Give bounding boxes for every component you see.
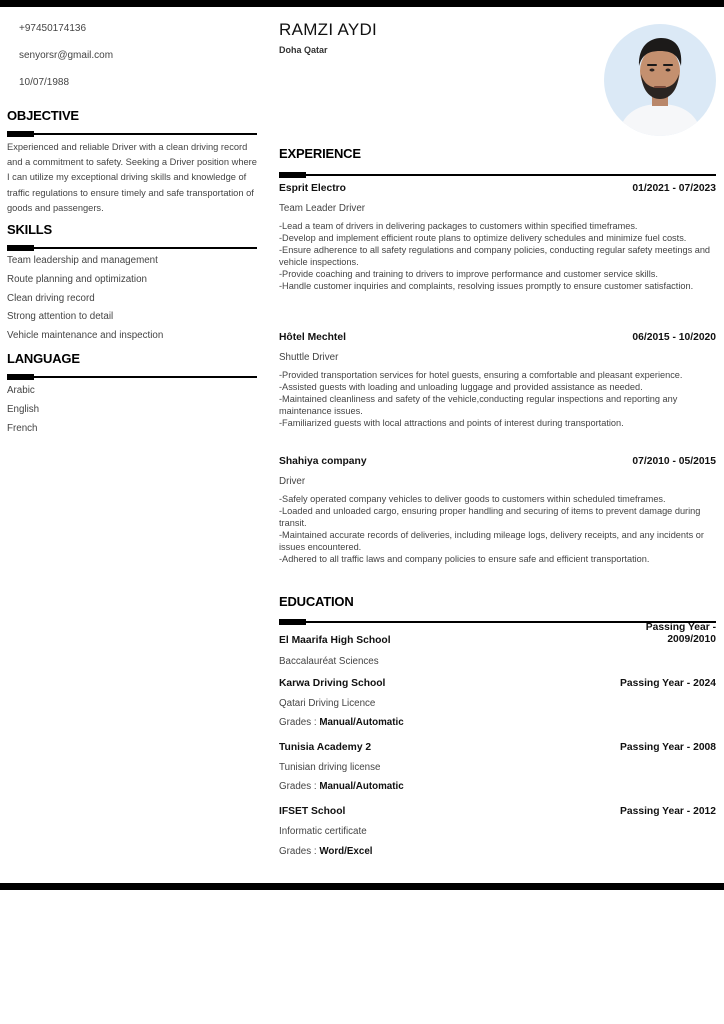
email-address: senyorsr@gmail.com	[19, 50, 114, 61]
skill-item: Vehicle maintenance and inspection	[7, 330, 164, 342]
duty-item: -Handle customer inquiries and complaints, resolving issues promptly to ensure customer satisfaction.	[279, 280, 694, 291]
objective-section	[7, 108, 257, 216]
school-name: Tunisia Academy 2	[279, 742, 372, 753]
passing-year: Passing Year - 2024	[620, 678, 716, 689]
grades-line	[279, 781, 716, 792]
skill-item: Clean driving record	[7, 292, 95, 304]
passing-year: Passing Year - 2012	[620, 806, 716, 817]
job-duties	[279, 494, 716, 565]
skill-item: Strong attention to detail	[7, 311, 114, 323]
skill-item: Route planning and optimization	[7, 273, 147, 285]
duty-item: -Maintained accurate records of deliveries, including mileage logs, delivery receipts, and any incidents or issues encountered.	[279, 529, 704, 552]
phone-number: +97450174136	[19, 23, 87, 34]
company-name: Shahiya company	[279, 456, 367, 467]
left-column	[7, 18, 257, 438]
duty-item: -Adhered to all traffic laws and company policies to ensure safe and efficient transportation.	[279, 553, 650, 564]
objective-text: Experienced and reliable Driver with a clean driving record and a commitment to safety. Seeking a Driver position where I can utilize my exceptional driving skills and knowledge of traffic regulations to ensure timely and safe transportation of goods and passengers.	[7, 142, 257, 213]
experience-heading: EXPERIENCE	[279, 146, 361, 161]
language-item: English	[7, 403, 40, 415]
passing-year	[646, 622, 716, 646]
education-entry	[279, 678, 716, 728]
skills-section	[7, 222, 257, 346]
experience-entry	[279, 332, 716, 430]
grades-label: Grades :	[279, 717, 317, 728]
duty-item: -Ensure adherence to all safety regulations and company policies, conducting regular safety meetings and vehicle inspections.	[279, 244, 711, 267]
top-border	[0, 0, 724, 7]
profile-photo	[604, 24, 716, 136]
school-detail: Informatic certificate	[279, 826, 367, 837]
job-duties	[279, 370, 716, 430]
duty-item: -Provided transportation services for hotel guests, ensuring a comfortable and pleasant experience.	[279, 370, 683, 380]
education-section	[279, 594, 716, 625]
duty-item: -Lead a team of drivers in delivering packages to customers within specified timeframes.	[279, 221, 638, 231]
duty-item: -Develop and implement efficient route plans to optimize delivery schedules and minimize fuel costs.	[279, 232, 687, 243]
objective-rule	[7, 131, 257, 137]
passing-year-label: Passing Year -	[645, 622, 716, 633]
person-icon	[604, 24, 716, 136]
school-detail: Tunisian driving license	[279, 762, 381, 773]
school-name: IFSET School	[279, 806, 346, 817]
skill-item: Team leadership and management	[7, 255, 158, 267]
duty-item: -Assisted guests with loading and unloading luggage and provided assistance as needed.	[279, 381, 643, 392]
duty-item: -Maintained cleanliness and safety of the vehicle,conducting regular inspections and reporting any maintenance issues.	[279, 393, 678, 416]
passing-year: Passing Year - 2008	[620, 742, 716, 753]
job-dates: 07/2010 - 05/2015	[632, 456, 716, 467]
grades-line	[279, 846, 716, 857]
job-dates: 06/2015 - 10/2020	[632, 332, 716, 343]
language-section	[7, 351, 257, 438]
school-name: El Maarifa High School	[279, 635, 391, 646]
job-dates: 01/2021 - 07/2023	[632, 183, 716, 194]
skills-rule	[7, 245, 257, 251]
education-entry	[279, 806, 716, 857]
job-role: Team Leader Driver	[279, 203, 366, 214]
job-role: Shuttle Driver	[279, 352, 339, 363]
language-rule	[7, 374, 257, 380]
education-entry	[279, 622, 716, 667]
school-detail: Qatari Driving Licence	[279, 698, 376, 709]
candidate-location: Doha Qatar	[279, 45, 328, 55]
duty-item: -Familiarized guests with local attractions and points of interest during transportation.	[279, 417, 624, 428]
education-heading: EDUCATION	[279, 594, 354, 609]
company-name: Hôtel Mechtel	[279, 332, 346, 343]
school-detail: Baccalauréat Sciences	[279, 656, 379, 667]
grades-value: Word/Excel	[319, 846, 373, 857]
skills-heading: SKILLS	[7, 222, 53, 238]
experience-section	[279, 146, 716, 178]
education-entry	[279, 742, 716, 792]
language-item: French	[7, 422, 38, 434]
passing-year-value: 2009/2010	[667, 634, 716, 645]
objective-heading: OBJECTIVE	[7, 108, 79, 123]
experience-rule	[279, 172, 716, 178]
experience-entry	[279, 183, 716, 292]
experience-entry	[279, 456, 716, 565]
bottom-border	[0, 883, 724, 890]
contact-block	[19, 18, 257, 99]
duty-item: -Safely operated company vehicles to deliver goods to customers within scheduled timeframes.	[279, 494, 666, 504]
duty-item: -Provide coaching and training to drivers to improve performance and customer service skills.	[279, 268, 658, 279]
language-heading: LANGUAGE	[7, 351, 80, 366]
grades-label: Grades :	[279, 846, 317, 857]
grades-label: Grades :	[279, 781, 317, 792]
grades-line	[279, 717, 716, 728]
grades-value: Manual/Automatic	[319, 781, 404, 792]
duty-item: -Loaded and unloaded cargo, ensuring proper handling and securing of items to prevent damage during transit.	[279, 505, 701, 528]
school-name: Karwa Driving School	[279, 678, 386, 689]
job-role: Driver	[279, 476, 306, 487]
job-duties	[279, 221, 716, 292]
date-of-birth: 10/07/1988	[19, 77, 70, 88]
grades-value: Manual/Automatic	[319, 717, 404, 728]
company-name: Esprit Electro	[279, 183, 346, 194]
candidate-name: RAMZI AYDI	[279, 20, 378, 39]
language-item: Arabic	[7, 385, 35, 396]
